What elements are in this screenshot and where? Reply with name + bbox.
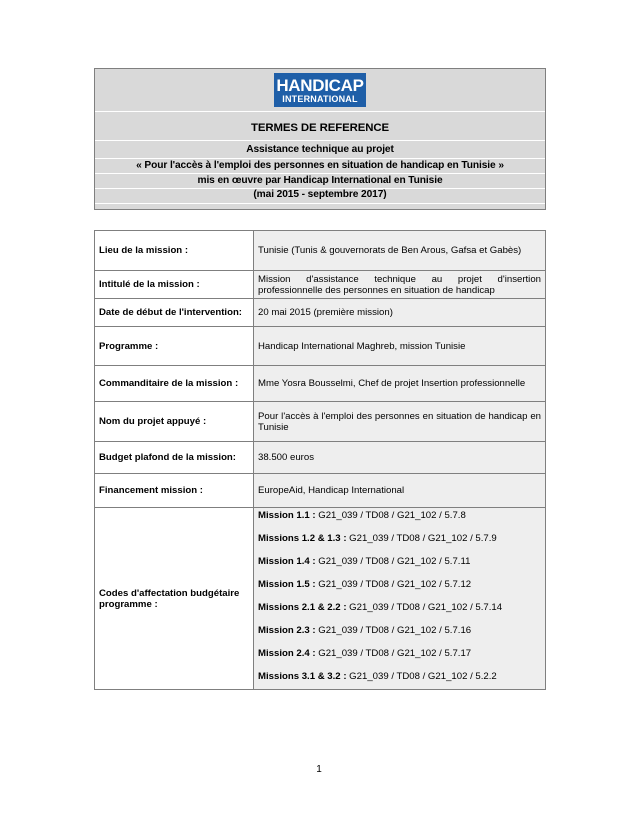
divider — [95, 111, 545, 112]
row-value: Mme Yosra Bousselmi, Chef de projet Insertion professionnelle — [254, 366, 546, 402]
divider — [95, 173, 545, 174]
logo-line2: INTERNATIONAL — [282, 93, 358, 104]
row-value: EuropeAid, Handicap International — [254, 474, 546, 508]
row-label: Date de début de l'intervention: — [95, 299, 254, 327]
list-item — [258, 556, 541, 568]
row-value: Tunisie (Tunis & gouvernorats de Ben Arous, Gafsa et Gabès) — [254, 231, 546, 271]
list-item — [258, 579, 541, 591]
mission-number: Mission 2.3 : — [258, 625, 316, 636]
list-item — [258, 671, 541, 683]
mission-info-table — [94, 230, 546, 690]
budget-code: G21_039 / TD08 / G21_102 / 5.7.11 — [315, 556, 471, 567]
budget-code: G21_039 / TD08 / G21_102 / 5.7.12 — [315, 579, 472, 590]
budget-code: G21_039 / TD08 / G21_102 / 5.7.14 — [346, 602, 503, 613]
budget-code: G21_039 / TD08 / G21_102 / 5.7.16 — [315, 625, 472, 636]
budget-code: G21_039 / TD08 / G21_102 / 5.7.17 — [315, 648, 472, 659]
mission-number: Mission 1.1 : — [258, 510, 316, 521]
mission-number: Missions 1.2 & 1.3 : — [258, 533, 347, 544]
row-value: Handicap International Maghreb, mission Tunisie — [254, 327, 546, 366]
divider — [95, 203, 545, 204]
table-row — [95, 231, 546, 271]
table-row — [95, 508, 546, 690]
row-label: Nom du projet appuyé : — [95, 402, 254, 442]
mission-number: Missions 3.1 & 3.2 : — [258, 671, 347, 682]
mission-number: Missions 2.1 & 2.2 : — [258, 602, 347, 613]
list-item — [258, 625, 541, 637]
row-label: Intitulé de la mission : — [95, 271, 254, 299]
list-item — [258, 648, 541, 660]
row-label: Programme : — [95, 327, 254, 366]
budget-code: G21_039 / TD08 / G21_102 / 5.7.9 — [346, 533, 497, 544]
budget-code: G21_039 / TD08 / G21_102 / 5.2.2 — [346, 671, 497, 682]
mission-number: Mission 1.5 : — [258, 579, 316, 590]
list-item — [258, 602, 541, 614]
logo-line1: HANDICAP — [276, 75, 364, 95]
list-item — [258, 533, 541, 545]
codes-label: Codes d'affectation budgétaire programme : — [95, 508, 254, 690]
row-label: Commanditaire de la mission : — [95, 366, 254, 402]
header-line-3: mis en œuvre par Handicap International en Tunisie — [197, 175, 443, 186]
row-label: Financement mission : — [95, 474, 254, 508]
page-number: 1 — [316, 764, 322, 775]
mission-number: Mission 1.4 : — [258, 556, 316, 567]
row-label: Lieu de la mission : — [95, 231, 254, 271]
handicap-international-logo — [274, 73, 366, 107]
table-row — [95, 474, 546, 508]
list-item — [258, 510, 541, 522]
header-line-1: Assistance technique au projet — [246, 144, 394, 155]
table-row — [95, 366, 546, 402]
row-value: Mission d'assistance technique au projet d'insertion professionnelle des personnes en situation de handicap — [254, 271, 546, 299]
row-value: 38.500 euros — [254, 442, 546, 474]
header-line-2: « Pour l'accès à l'emploi des personnes en situation de handicap en Tunisie » — [136, 160, 504, 171]
divider — [95, 140, 545, 141]
table-row — [95, 271, 546, 299]
codes-list — [254, 508, 546, 690]
mission-number: Mission 2.4 : — [258, 648, 316, 659]
budget-code: G21_039 / TD08 / G21_102 / 5.7.8 — [315, 510, 466, 521]
row-value: 20 mai 2015 (première mission) — [254, 299, 546, 327]
divider — [95, 158, 545, 159]
document-title: TERMES DE REFERENCE — [251, 122, 389, 134]
table-row — [95, 299, 546, 327]
header-line-4: (mai 2015 - septembre 2017) — [253, 189, 387, 200]
row-label: Budget plafond de la mission: — [95, 442, 254, 474]
table-row — [95, 327, 546, 366]
row-value: Pour l'accès à l'emploi des personnes en situation de handicap en Tunisie — [254, 402, 546, 442]
table-row — [95, 402, 546, 442]
header-box — [94, 68, 546, 210]
table-row — [95, 442, 546, 474]
